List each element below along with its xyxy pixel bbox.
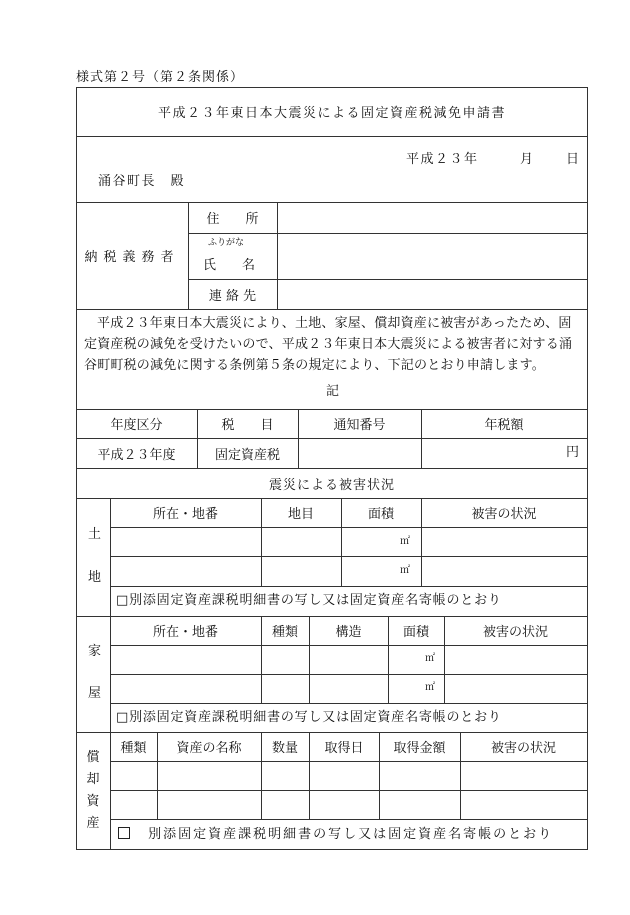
contact-label: 連 絡 先 [208,288,257,304]
depreciable-char-3: 資 [86,793,100,809]
furigana-label: ふりがな [208,238,245,248]
header-annual-tax: 年税額 [484,418,524,433]
asset-header-name: 資産の名称 [176,741,242,756]
application-form [76,87,588,850]
fiscal-year-value: 平成２３年度 [97,447,176,463]
asset-header-type: 種類 [120,741,147,756]
application-statement: 平成２３年東日本大震災により、土地、家屋、償却資産に被害があったため、固定資産税の減免を受けたいので、平成２３年東日本大震災による被害者に対する涌谷町町税の減免に関する条例第５条の規定により、下記のとおり申請します。 [84,316,573,373]
damage-title: 震災による被害状況 [268,477,395,493]
asset-header-damage: 被害の状況 [490,741,556,756]
land-area-unit-1: ㎡ [400,536,410,547]
address-field[interactable] [278,203,587,233]
house-label-top: 家 [88,644,102,659]
header-notice-number: 通知番号 [333,418,386,433]
ki-mark: 記 [326,384,340,399]
contact-field[interactable] [278,280,587,309]
land-header-location: 所在・地番 [152,507,218,522]
house-attachment-note[interactable]: □別添固定資産課税明細書の写し又は固定資産名寄帳のとおり [116,710,502,725]
asset-attachment-note[interactable] [118,827,553,841]
taxpayer-header: 納税義務者 [84,250,180,265]
depreciable-char-2: 却 [86,771,100,787]
name-field[interactable] [278,234,587,279]
house-header-location: 所在・地番 [152,625,218,640]
land-label-bottom: 地 [88,570,102,585]
yen-unit: 円 [566,445,580,460]
house-header-structure: 構造 [335,625,362,640]
date-era-year: 平成２３年 [406,152,479,167]
form-number-label: 様式第２号（第２条関係） [76,70,245,85]
date-month: 月 [520,152,534,167]
depreciable-char-4: 産 [86,815,100,831]
house-header-type: 種類 [271,625,298,640]
asset-header-acquired-amount: 取得金額 [393,741,446,756]
header-fiscal-year: 年度区分 [110,418,163,433]
asset-attachment-text: 別添固定資産課税明細書の写し又は固定資産名寄帳のとおり [148,827,554,842]
tax-item-value: 固定資産税 [214,447,280,463]
name-label: 氏 名 [203,258,256,273]
land-header-damage: 被害の状況 [471,507,537,522]
land-header-category: 地目 [287,507,314,522]
house-header-damage: 被害の状況 [482,625,548,640]
addressee: 涌谷町長 殿 [98,174,186,189]
depreciable-char-1: 償 [86,749,100,765]
asset-header-acquired-date: 取得日 [324,741,364,756]
house-area-unit-1: ㎡ [425,653,435,664]
land-area-unit-2: ㎡ [400,565,410,576]
form-title: 平成２３年東日本大震災による固定資産税減免申請書 [157,106,506,121]
date-day: 日 [566,152,580,167]
asset-header-quantity: 数量 [271,741,298,756]
header-tax-item: 税 目 [221,418,274,433]
attachment-checkbox[interactable] [118,827,130,839]
address-label: 住 所 [206,212,259,227]
house-label-bottom: 屋 [88,686,102,701]
depreciable-label [76,732,110,849]
house-header-area: 面積 [402,625,429,640]
land-label-top: 土 [88,527,102,542]
notice-number-field[interactable] [299,439,421,468]
house-area-unit-2: ㎡ [425,682,435,693]
land-header-area: 面積 [367,507,394,522]
land-attachment-note[interactable]: □別添固定資産課税明細書の写し又は固定資産名寄帳のとおり [116,593,502,608]
